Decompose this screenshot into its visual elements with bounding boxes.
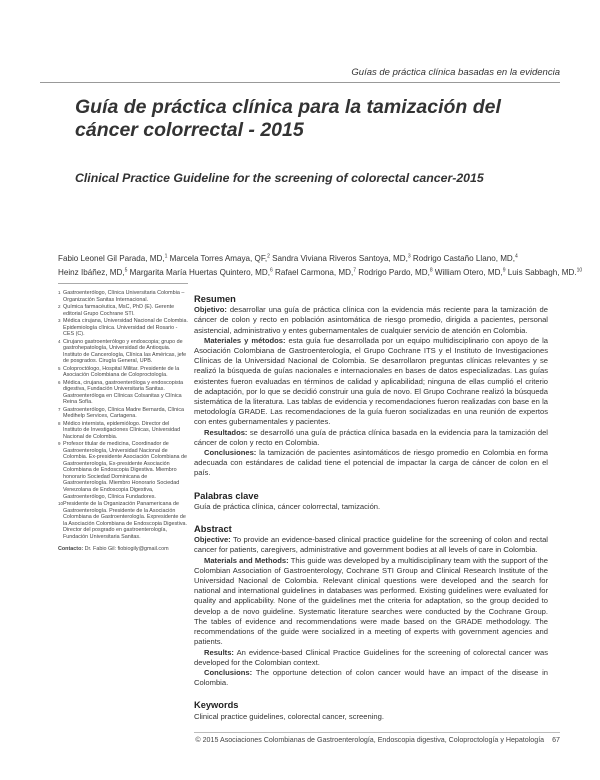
author-list bbox=[58, 250, 583, 279]
abstract-conclusions: Conclusions: The opportune detection of colon cancer would have an impact of the disease in Colombia. bbox=[194, 667, 548, 688]
resumen-heading: Resumen bbox=[194, 294, 236, 304]
abstract-objective: Objective: To provide an evidence-based clinical practice guideline for the screening of colon and rectal cancer for patients, caregivers, administrative and government bodies at all levels of care in Colombia. bbox=[194, 535, 548, 555]
footer-rule bbox=[194, 732, 560, 733]
page-footer bbox=[195, 736, 560, 744]
running-head: Guías de práctica clínica basadas en la evidencia bbox=[351, 67, 560, 78]
affiliation: 6 Médica, cirujana, gastroenteróloga y endoscopista digestiva, Fundación Universitaria Sanitas. Gastroenteróloga en Clínicas Colsanitas y Clínica Reina Sofía. bbox=[58, 379, 184, 406]
author: Heinz Ibáñez, MD,$^5$ bbox=[58, 267, 128, 278]
author: Fabio Leonel Gil Parada, MD,$^1$ bbox=[58, 253, 168, 263]
affiliation: 9 Profesor titular de medicina, Coordinador de Gastroenterología, Universidad Nacional de Colombia. Ex-presidente Asociación Colombiana de Gastroenterología, Ex-presidente Asociación Colombiana de Endoscopia Digestiva. Miembro honorario Sociedad Dominicana de Gastroenterología. Miembro Honorario Sociedad Venezolana de Endoscopia Digestiva, Gastroenterólogo, Clínica Fundadores. bbox=[58, 441, 188, 500]
affiliations bbox=[58, 290, 188, 553]
affiliation: 1 Gastroenterólogo, Clínica Universitaria Colombia – Organización Sanitas Internacional. bbox=[58, 290, 185, 303]
title-spanish: Guía de práctica clínica para la tamización del cáncer colorrectal - 2015 bbox=[75, 96, 501, 141]
resumen-resultados: Resultados: se desarrolló una guía de práctica clínica basada en la evidencia para la tamización del cáncer de colon y recto en Colombia. bbox=[194, 427, 548, 447]
author: Rodrigo Pardo, MD,$^8$ bbox=[358, 267, 433, 278]
resumen-objetivo: Objetivo: desarrollar una guía de práctica clínica con la evidencia más reciente para la tamización de cáncer de colon y recto en población asintomática de riesgo promedio, dirigida a pacientes, personal asistencial, administrativo y entes gubernamentales de cualquier servicio de atención en Colombia. bbox=[194, 305, 548, 335]
title-english: Clinical Practice Guideline for the screening of colorectal cancer-2015 bbox=[75, 171, 484, 185]
abstract-results: Results: An evidence-based Clinical Practice Guidelines for the screening of colorectal cancer was developed for the Colombian context. bbox=[194, 647, 548, 667]
affiliation: 8 Médico internista, epidemiólogo. Director del Instituto de Investigaciones Clínicas, Universidad Nacional de Colombia. bbox=[58, 420, 181, 440]
page-number: 67 bbox=[552, 736, 560, 744]
abstract-heading: Abstract bbox=[194, 524, 232, 535]
affiliation: 7 Gastroenterólogo, Clínica Madre Bernarda, Clínica Medihelp Services, Cartagena. bbox=[58, 406, 185, 420]
author: Luis Sabbagh, MD.$^{10}$ bbox=[507, 267, 583, 278]
affiliation: 3 Médica cirujana, Universidad Nacional de Colombia. Epidemiología clínica. Universidad del Rosario - CES (C). bbox=[58, 317, 188, 338]
author: Rafael Carmona, MD,$^7$ bbox=[274, 267, 357, 278]
author: Rodrigo Castaño Llano, MD,$^4$ bbox=[412, 253, 518, 263]
contact-info: Contacto: Dr. Fabio Gil: fiobiogily@gmail.com bbox=[58, 546, 169, 553]
palabras-clave-text: Guía de práctica clínica, cáncer colorrectal, tamización. bbox=[194, 501, 381, 511]
keywords-heading: Keywords bbox=[194, 700, 239, 711]
copyright-text: © 2015 Asociaciones Colombianas de Gastroenterología, Endoscopia digestiva, Coloproctología y Hepatología bbox=[195, 736, 545, 744]
affiliation: 10 Presidente de la Organización Panamericana de Gastroenterología. Presidente de la Asociación Colombiana de Gastroenterología. Expresidente de la Asociación Colombiana de Endoscopia Digestiva. Director del posgrado en gastroenterología, Fundación Universitaria Sanitas. bbox=[58, 500, 188, 540]
resumen-metodos: Materiales y métodos: esta guía fue desarrollada por un equipo multidisciplinario con apoyo de la Asociación Colombiana de Gastroenterología, el Grupo Cochrane ITS y el Instituto de Investigaciones Clínicas de la Universidad Nacional de Colombia. Se desarrollaron preguntas clínicas relevantes y se realizó la búsqueda de guías nacionales e internacionales en bases de datos especializadas. Las guías existentes fueron evaluadas en términos de calidad y aplicabilidad; ninguna de ellas cumplió el criterio de adaptación, por lo que se decidió construir una guía de novo. El Grupo Cochrane realizó la búsqueda sistemática de la literatura. Las tablas de evidencia y recomendaciones fueron realizadas con base en la metodología GRADE. Las recomendaciones de la guía fueron socializadas en una reunión de expertos con entes gubernamentales y pacientes. bbox=[194, 335, 548, 427]
keywords-text: Clinical practice guidelines, colorectal cancer, screening. bbox=[194, 711, 384, 721]
author: Margarita María Huertas Quintero, MD,$^6$ bbox=[129, 267, 273, 278]
main-column bbox=[194, 294, 548, 722]
affiliation: 4 Cirujano gastroenterólogo y endoscopia; grupo de gastrohepatología, Universidad de Antioquia. Instituto de Cancerología, Clínica las Américas, jefe de posgrados. Cirugía General, UPB. bbox=[58, 338, 187, 365]
palabras-clave-heading: Palabras clave bbox=[194, 490, 259, 501]
affiliation: 5 Coloproctólogo, Hospital Militar. Presidente de la Asociación Colombiana de Coloproctología. bbox=[58, 365, 180, 379]
abstract-methods: Materials and Methods: This guide was developed by a multidisciplinary team with the support of the Colombian Association of Gastroenterology, Cochrane STI Group and Clinical Research Institute of the Universidad Nacional de Colombia. Relevant clinical questions were developed and the search for national and international guidelines in databases was performed. Existing guidelines were evaluated for quality and applicability. None of the guidelines met the criteria for adaptation, so the group decided to develop a de novo guideline. Systematic literature searches were conducted by the Cochrane Group. The tables of evidence and recommendations were made based on the GRADE methodology. The recommendations of the guide were socialized in a meeting of experts with government agencies and patients. bbox=[194, 555, 549, 647]
affiliations-rule bbox=[58, 283, 188, 284]
header-rule bbox=[40, 82, 560, 83]
affiliation: 2 Química farmacéutica, MsC, PhD (E). Gerente editorial Grupo Cochrane STI. bbox=[58, 303, 175, 317]
author: Sandra Viviana Riveros Santoya, MD,$^3$ bbox=[272, 253, 411, 263]
author: Marcela Torres Amaya, QF,$^2$ bbox=[169, 253, 270, 263]
author: William Otero, MD,$^9$ bbox=[434, 267, 506, 278]
resumen-conclusiones: Conclusiones: la tamización de pacientes asintomáticos de riesgo promedio en Colombia en forma adecuada con estándares de calidad tiene el potencial de impactar la carga de cáncer de colon en el país. bbox=[194, 448, 548, 478]
